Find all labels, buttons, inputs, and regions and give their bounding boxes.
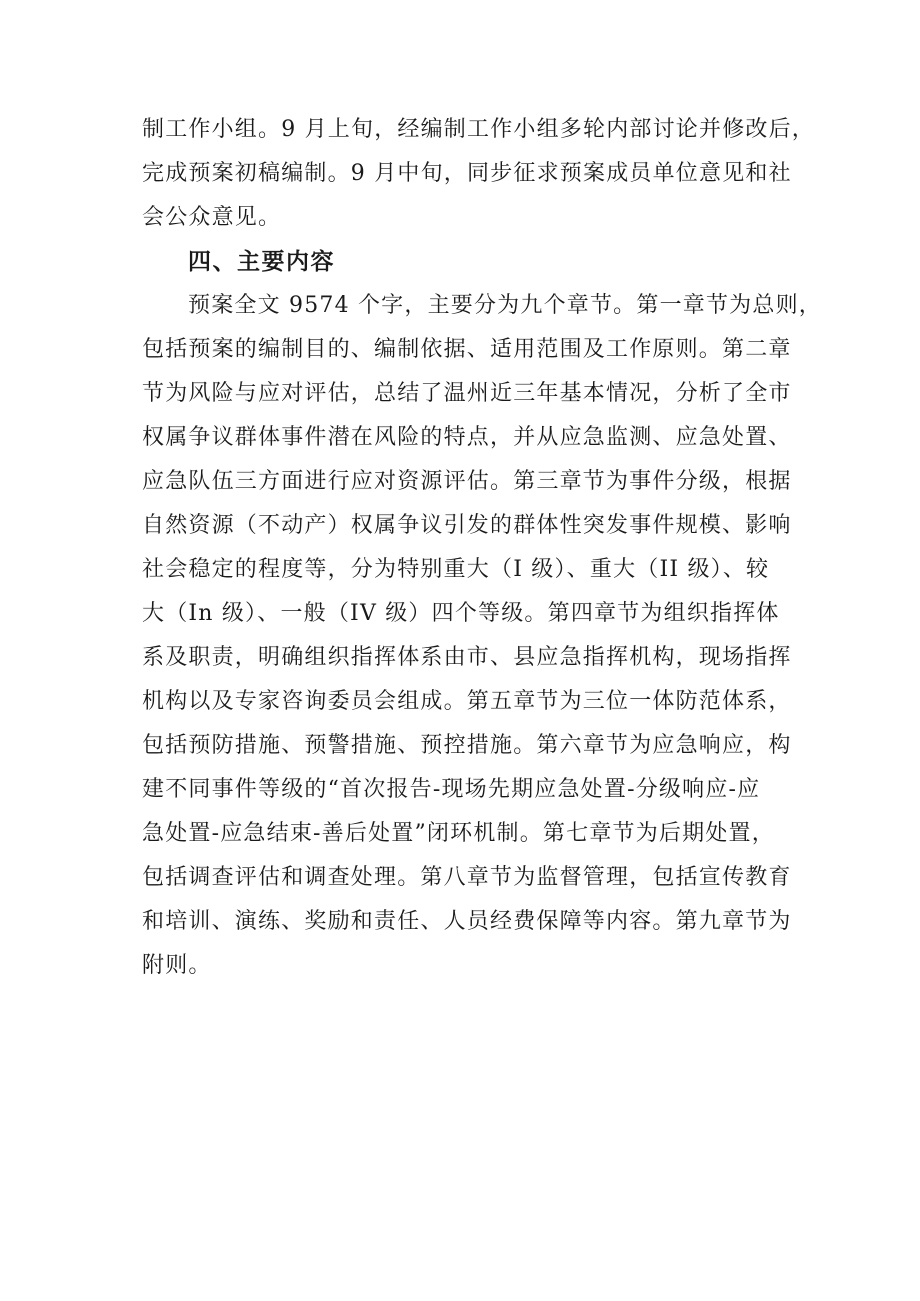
body-line-16: 附则。 xyxy=(142,953,212,978)
body-line-11: 包括预防措施、预警措施、预控措施。第六章节为应急响应，构 xyxy=(142,733,792,758)
body-line-8: 大（In 级）、一般（IV 级）四个等级。第四章节为组织指挥体 xyxy=(142,601,780,626)
body-line-10: 机构以及专家咨询委员会组成。第五章节为三位一体防范体系， xyxy=(142,689,792,714)
body-line-1: 预案全文 9574 个字，主要分为九个章节。第一章节为总则， xyxy=(188,293,822,318)
section-heading: 四、主要内容 xyxy=(188,249,335,275)
intro-line-2: 完成预案初稿编制。9 月中旬，同步征求预案成员单位意见和社 xyxy=(142,161,792,186)
intro-line-1: 制工作小组。9 月上旬，经编制工作小组多轮内部讨论并修改后， xyxy=(142,117,815,142)
body-line-9: 系及职责，明确组织指挥体系由市、县应急指挥机构，现场指挥 xyxy=(142,645,792,670)
body-line-5: 应急队伍三方面进行应对资源评估。第三章节为事件分级，根据 xyxy=(142,469,792,494)
body-line-6: 自然资源（不动产）权属争议引发的群体性突发事件规模、影响 xyxy=(142,513,792,538)
body-line-12: 建不同事件等级的“首次报告-现场先期应急处置-分级响应-应 xyxy=(142,777,761,802)
body-line-4: 权属争议群体事件潜在风险的特点，并从应急监测、应急处置、 xyxy=(142,425,792,450)
body-line-15: 和培训、演练、奖励和责任、人员经费保障等内容。第九章节为 xyxy=(142,909,792,934)
body-line-2: 包括预案的编制目的、编制依据、适用范围及工作原则。第二章 xyxy=(142,337,792,362)
body-line-13: 急处置-应急结束-善后处置”闭环机制。第七章节为后期处置， xyxy=(142,821,775,846)
body-line-14: 包括调查评估和调查处理。第八章节为监督管理，包括宣传教育 xyxy=(142,865,792,890)
body-line-7: 社会稳定的程度等，分为特别重大（I 级）、重大（II 级）、较 xyxy=(142,557,770,582)
body-line-3: 节为风险与应对评估，总结了温州近三年基本情况，分析了全市 xyxy=(142,381,792,406)
intro-line-3: 会公众意见。 xyxy=(142,205,282,230)
